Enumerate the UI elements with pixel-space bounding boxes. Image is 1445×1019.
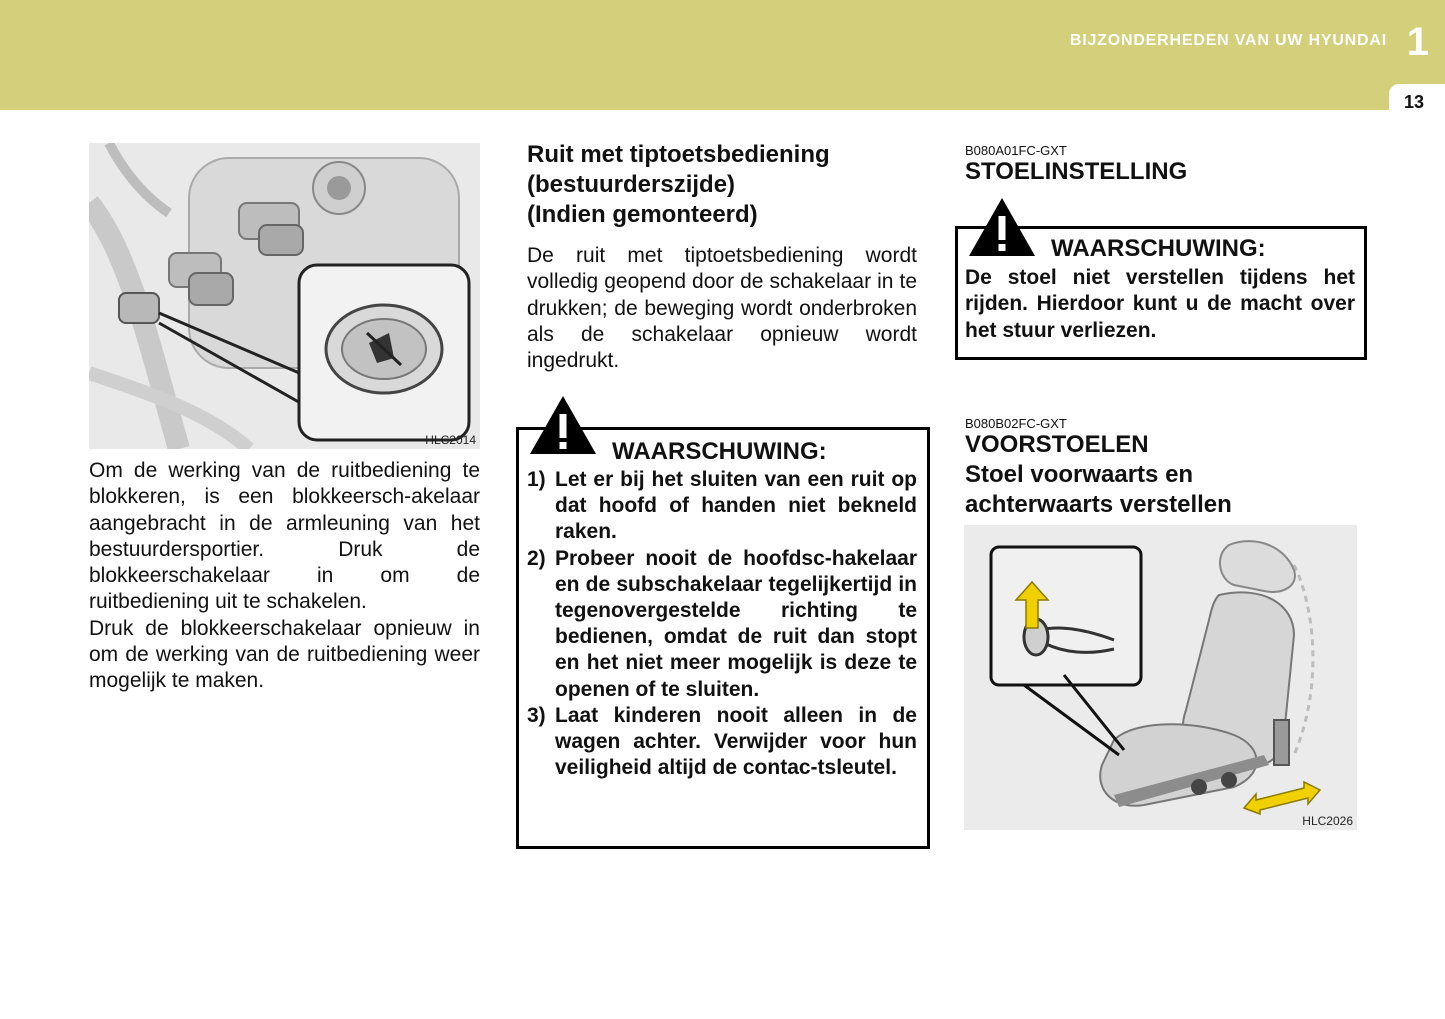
section-title: BIJZONDERHEDEN VAN UW HYUNDAI: [1069, 32, 1387, 49]
warning-list: [527, 467, 917, 781]
warning-item: [527, 546, 917, 703]
warning-title: WAARSCHUWING:: [612, 438, 827, 465]
warning-triangle-icon: [967, 196, 1037, 258]
section-heading: [527, 140, 927, 230]
paragraph: De ruit met tiptoetsbediening wordt volledig geopend door de schakelaar in te drukken; de beweging wordt onderbroken als de schakelaar opnieuw wordt ingedrukt.: [527, 244, 917, 373]
seat-adjust-figure: [964, 525, 1357, 830]
chapter-number: 1: [1406, 20, 1429, 64]
section-heading: VOORSTOELEN: [965, 431, 1149, 458]
warning-item-text: Laat kinderen nooit alleen in de wagen achter. Verwijder voor hun veiligheid altijd de contac-tsleutel.: [555, 703, 917, 780]
figure-code: HLC2026: [1302, 814, 1353, 828]
subheading-line: achterwaarts verstellen: [965, 491, 1232, 518]
warning-item-number: 1): [527, 468, 546, 491]
header-band: [0, 0, 1445, 110]
heading-line: (Indien gemonteerd): [527, 201, 758, 228]
page-number: 13: [1403, 92, 1424, 112]
heading-line: (bestuurderszijde): [527, 171, 736, 198]
warning-triangle-icon: [528, 394, 598, 456]
arrow-icon: [1242, 780, 1322, 816]
paragraph: Om de werking van de ruitbediening te blokkeren, is een blokkeersch-akelaar aangebracht in de armleuning van het bestuurdersportier. Druk de blokkeerschakelaar in om de ruitbediening uit te schakelen.: [89, 459, 480, 614]
door-switch-illustration: [89, 143, 480, 449]
section-code: B080A01FC-GXT: [965, 143, 1067, 158]
paragraph: Druk de blokkeerschakelaar opnieuw in om de werking van de ruitbediening weer mogelijk te maken.: [89, 616, 480, 693]
warning-item: [527, 703, 917, 782]
subheading: [965, 460, 1365, 520]
door-switch-figure: [89, 143, 480, 449]
heading-line: Ruit met tiptoetsbediening: [527, 141, 830, 168]
warning-text: De stoel niet verstellen tijdens het rijden. Hierdoor kunt u de macht over het stuur verliezen.: [965, 266, 1355, 342]
warning-item: [527, 467, 917, 546]
warning-item-text: Probeer nooit de hoofdsc-hakelaar en de subschakelaar tegelijkertijd in tegenovergestelde richting te bedienen, omdat de ruit dan stopt en het niet meer mogelijk is deze te openen of te sluiten.: [555, 546, 917, 701]
warning-title: WAARSCHUWING:: [1051, 235, 1266, 262]
figure-code: HLC2014: [425, 433, 476, 447]
arrow-icon: [1012, 580, 1052, 630]
warning-item-text: Let er bij het sluiten van een ruit op dat hoofd of handen niet bekneld raken.: [555, 468, 917, 544]
warning-item-number: 3): [527, 703, 546, 727]
warning-item-number: 2): [527, 546, 546, 570]
section-heading: STOELINSTELLING: [965, 158, 1188, 185]
middle-body-text: [527, 243, 917, 374]
left-body-text: [89, 458, 480, 695]
section-code: B080B02FC-GXT: [965, 416, 1067, 431]
subheading-line: Stoel voorwaarts en: [965, 461, 1194, 488]
